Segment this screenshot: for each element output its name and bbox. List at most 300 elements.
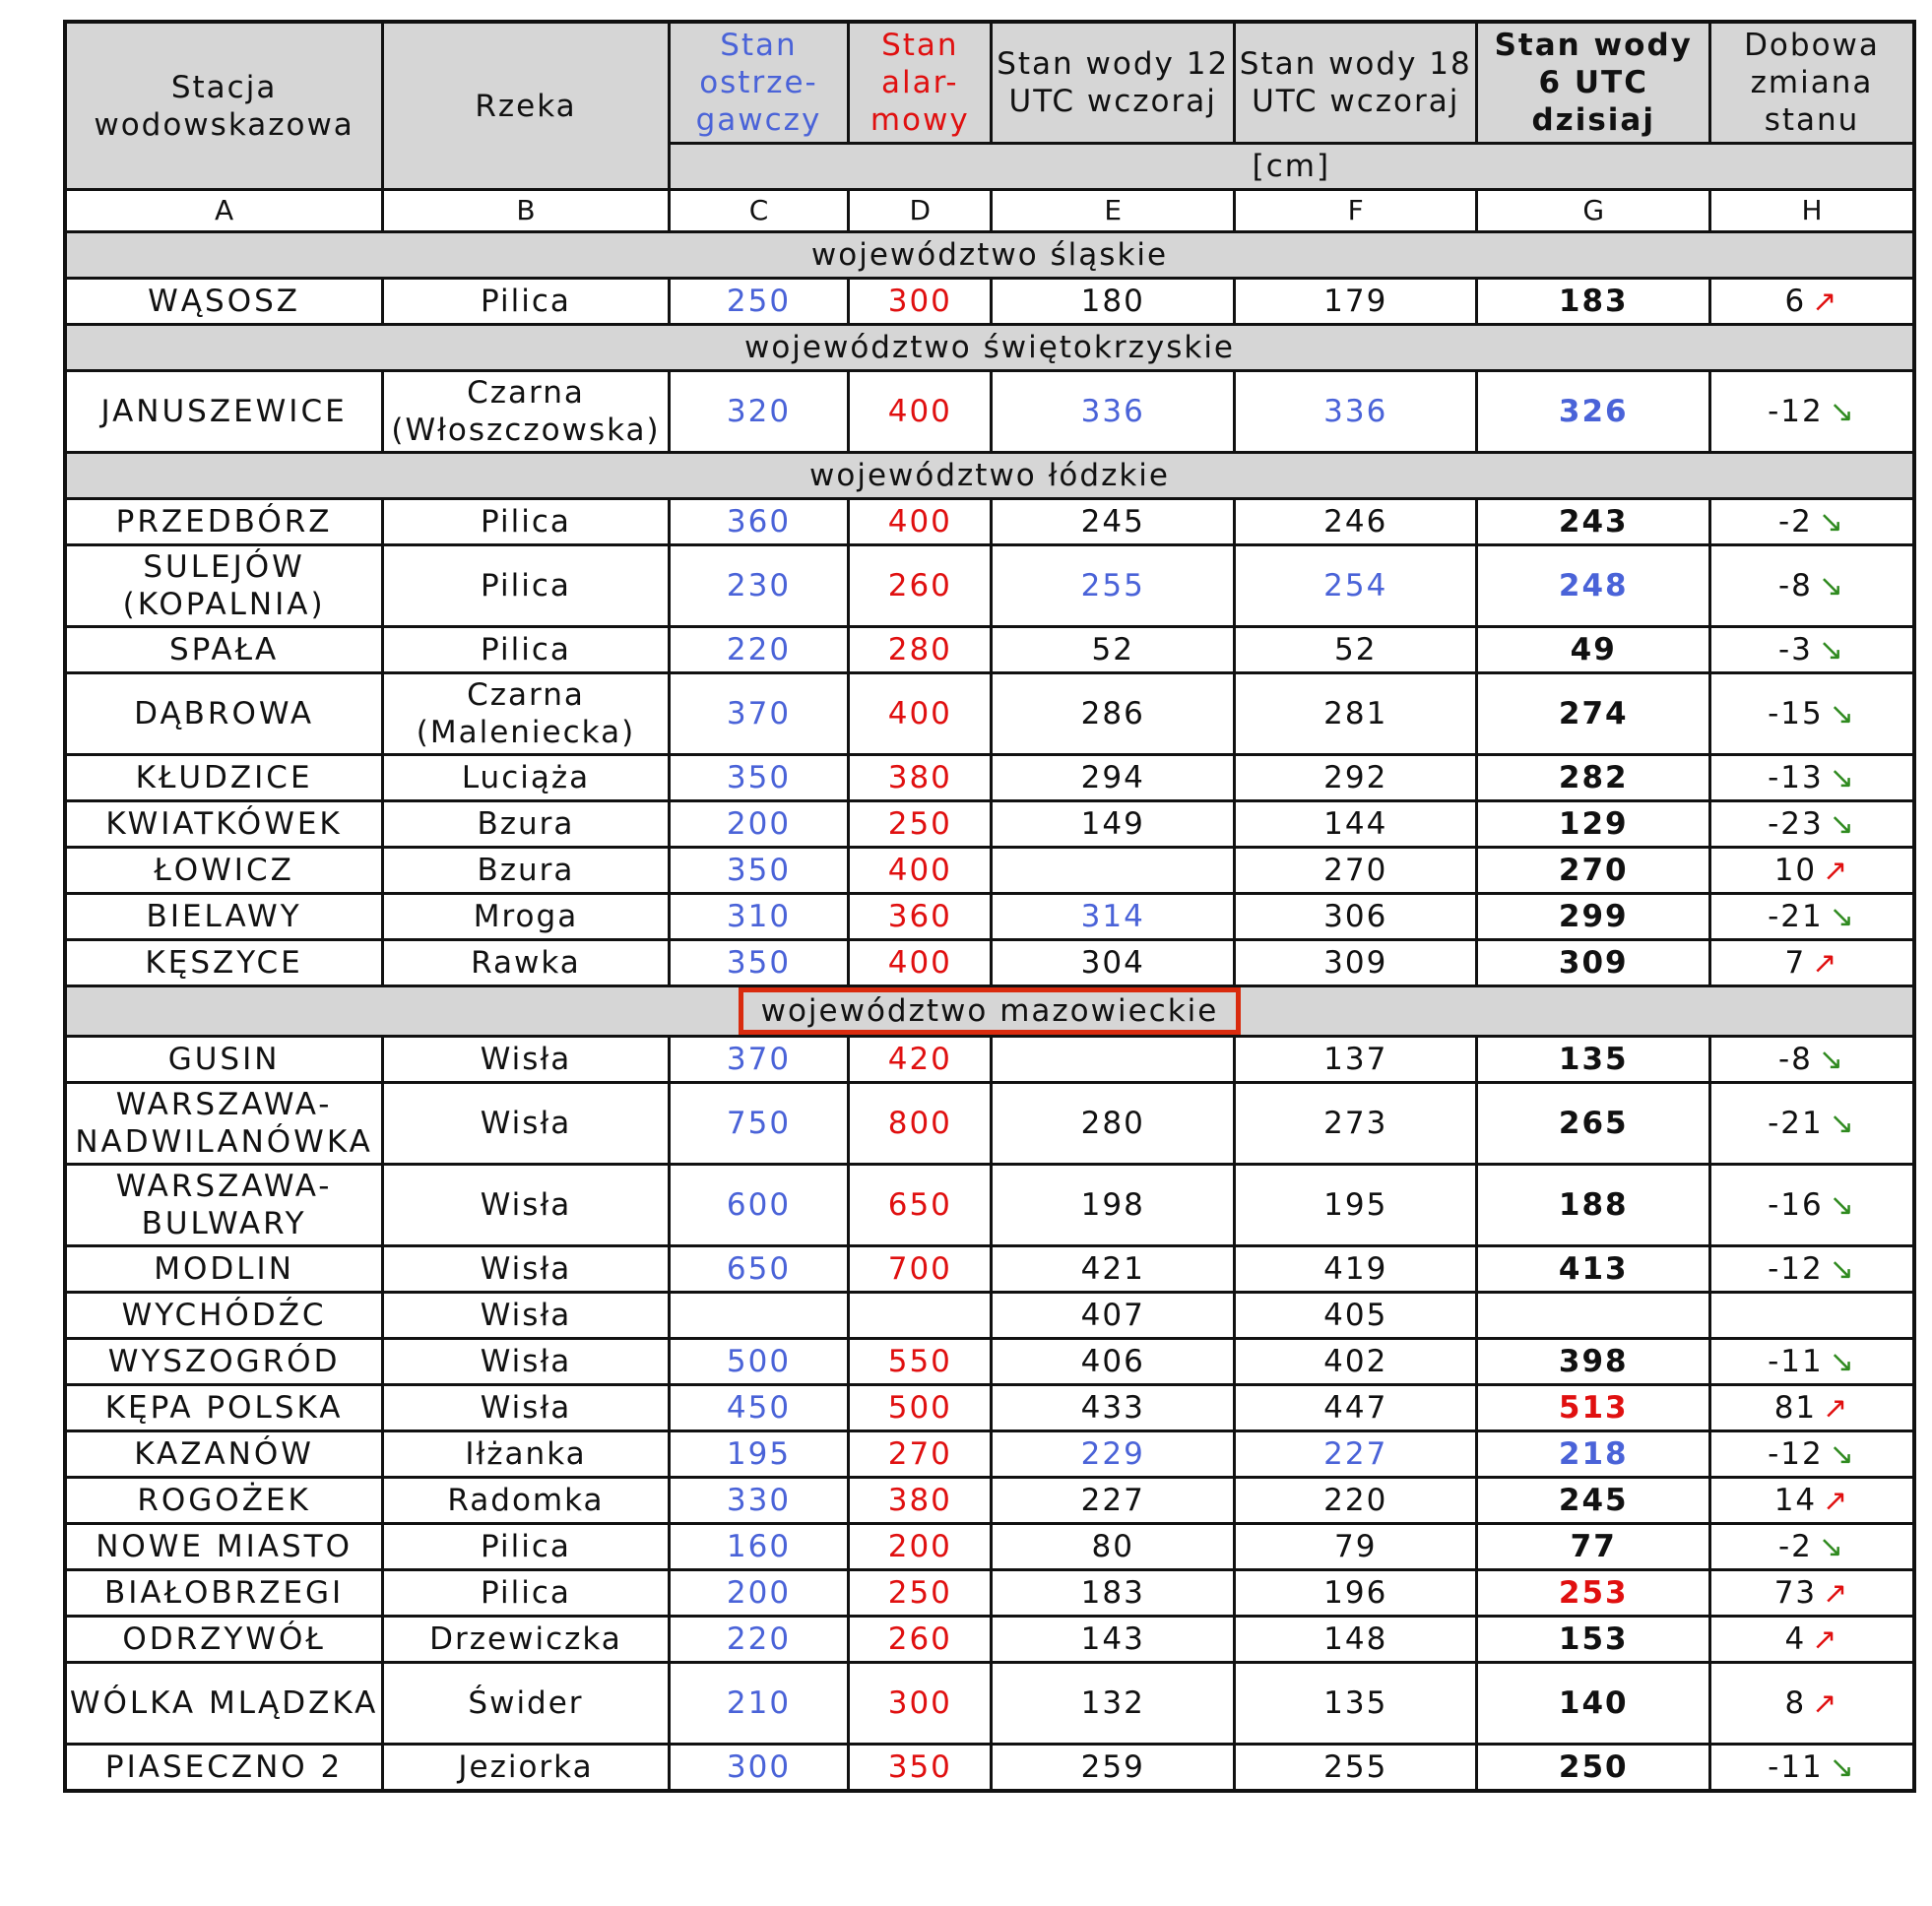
station-name: KĘPA POLSKA <box>65 1385 383 1431</box>
region-cell <box>65 232 1914 279</box>
level-6utc: 274 <box>1477 673 1710 755</box>
station-row <box>65 801 1914 848</box>
daily-change <box>1709 1570 1914 1617</box>
level-18utc: 144 <box>1234 801 1477 848</box>
arrow-up-right-icon: ↗ <box>1812 1685 1839 1721</box>
level-6utc: 129 <box>1477 801 1710 848</box>
change-value: 81 <box>1773 1389 1818 1426</box>
arrow-down-right-icon: ↘ <box>1829 1749 1856 1785</box>
river-name: Bzura <box>383 801 670 848</box>
level-18utc: 179 <box>1234 279 1477 325</box>
region-name: województwo łódzkie <box>809 458 1170 493</box>
warning-level: 310 <box>669 894 848 940</box>
alarm-level: 380 <box>849 755 992 801</box>
daily-change <box>1709 894 1914 940</box>
station-row <box>65 673 1914 755</box>
daily-change <box>1709 627 1914 673</box>
change-value: -13 <box>1768 759 1824 795</box>
arrow-down-right-icon: ↘ <box>1818 568 1846 604</box>
column-letters-row <box>65 190 1914 232</box>
river-name: Czarna (Włoszczowska) <box>383 371 670 453</box>
region-row <box>65 986 1914 1037</box>
level-18utc: 273 <box>1234 1083 1477 1165</box>
region-name: województwo mazowieckie <box>739 987 1242 1035</box>
station-name: GUSIN <box>65 1037 383 1083</box>
daily-change <box>1709 755 1914 801</box>
level-18utc: 79 <box>1234 1524 1477 1570</box>
column-letter: F <box>1234 190 1477 232</box>
water-level-report <box>63 20 1916 1793</box>
change-value: 73 <box>1773 1574 1818 1611</box>
level-18utc: 309 <box>1234 940 1477 986</box>
station-row <box>65 1524 1914 1570</box>
station-row <box>65 1745 1914 1792</box>
station-row <box>65 1570 1914 1617</box>
change-value: -21 <box>1768 1105 1824 1141</box>
column-letter: A <box>65 190 383 232</box>
warning-level: 220 <box>669 627 848 673</box>
daily-change <box>1709 499 1914 545</box>
arrow-down-right-icon: ↘ <box>1829 696 1856 731</box>
station-row <box>65 1293 1914 1339</box>
daily-change <box>1709 1293 1914 1339</box>
level-12utc: 149 <box>992 801 1235 848</box>
level-18utc: 405 <box>1234 1293 1477 1339</box>
river-name: Radomka <box>383 1478 670 1524</box>
station-name: KŁUDZICE <box>65 755 383 801</box>
alarm-level: 200 <box>849 1524 992 1570</box>
river-name: Drzewiczka <box>383 1617 670 1663</box>
level-18utc: 419 <box>1234 1246 1477 1293</box>
river-name: Pilica <box>383 1524 670 1570</box>
level-12utc: 304 <box>992 940 1235 986</box>
station-name: WĄSOSZ <box>65 279 383 325</box>
column-letter: G <box>1477 190 1710 232</box>
level-12utc: 433 <box>992 1385 1235 1431</box>
alarm-level: 800 <box>849 1083 992 1165</box>
station-row <box>65 1431 1914 1478</box>
daily-change <box>1709 940 1914 986</box>
river-name: Pilica <box>383 499 670 545</box>
arrow-up-right-icon: ↗ <box>1823 1575 1850 1611</box>
daily-change <box>1709 848 1914 894</box>
alarm-level: 300 <box>849 279 992 325</box>
river-name: Luciąża <box>383 755 670 801</box>
change-value: 10 <box>1773 852 1818 888</box>
level-12utc: 198 <box>992 1165 1235 1246</box>
level-18utc: 220 <box>1234 1478 1477 1524</box>
station-row <box>65 1083 1914 1165</box>
alarm-level: 400 <box>849 371 992 453</box>
level-6utc: 265 <box>1477 1083 1710 1165</box>
daily-change <box>1709 545 1914 627</box>
column-letter: B <box>383 190 670 232</box>
change-value: -12 <box>1768 1250 1824 1287</box>
station-name: KĘSZYCE <box>65 940 383 986</box>
river-name: Rawka <box>383 940 670 986</box>
level-6utc: 243 <box>1477 499 1710 545</box>
station-name: SPAŁA <box>65 627 383 673</box>
arrow-up-right-icon: ↗ <box>1812 945 1839 981</box>
change-value: -3 <box>1777 631 1813 667</box>
alarm-level: 260 <box>849 1617 992 1663</box>
arrow-down-right-icon: ↘ <box>1829 1436 1856 1472</box>
level-6utc: 326 <box>1477 371 1710 453</box>
river-name: Wisła <box>383 1339 670 1385</box>
level-18utc: 402 <box>1234 1339 1477 1385</box>
level-12utc: 406 <box>992 1339 1235 1385</box>
station-row <box>65 499 1914 545</box>
daily-change <box>1709 1745 1914 1792</box>
change-value: -2 <box>1777 1528 1813 1564</box>
region-cell <box>65 986 1914 1037</box>
station-row <box>65 627 1914 673</box>
level-12utc <box>992 848 1235 894</box>
daily-change <box>1709 1165 1914 1246</box>
change-value: -8 <box>1777 1041 1813 1077</box>
river-name: Wisła <box>383 1037 670 1083</box>
alarm-level: 250 <box>849 1570 992 1617</box>
change-value: 6 <box>1784 283 1807 319</box>
change-value: -8 <box>1777 567 1813 604</box>
change-value: -11 <box>1768 1343 1824 1379</box>
river-name: Wisła <box>383 1165 670 1246</box>
level-6utc: 299 <box>1477 894 1710 940</box>
level-6utc: 250 <box>1477 1745 1710 1792</box>
header-warning-level: Stan ostrze- gawczy <box>669 22 848 144</box>
river-name: Świder <box>383 1663 670 1745</box>
alarm-level: 350 <box>849 1745 992 1792</box>
warning-level: 500 <box>669 1339 848 1385</box>
station-name: DĄBROWA <box>65 673 383 755</box>
station-name: NOWE MIASTO <box>65 1524 383 1570</box>
warning-level: 350 <box>669 940 848 986</box>
station-row <box>65 894 1914 940</box>
level-18utc: 227 <box>1234 1431 1477 1478</box>
change-value: -15 <box>1768 695 1824 731</box>
station-row <box>65 940 1914 986</box>
station-name: BIAŁOBRZEGI <box>65 1570 383 1617</box>
alarm-level: 400 <box>849 848 992 894</box>
level-12utc: 52 <box>992 627 1235 673</box>
alarm-level: 250 <box>849 801 992 848</box>
river-name: Wisła <box>383 1293 670 1339</box>
arrow-down-right-icon: ↘ <box>1829 760 1856 795</box>
station-name: KWIATKÓWEK <box>65 801 383 848</box>
arrow-up-right-icon: ↗ <box>1823 1483 1850 1518</box>
station-name: ŁOWICZ <box>65 848 383 894</box>
river-name: Pilica <box>383 279 670 325</box>
warning-level: 450 <box>669 1385 848 1431</box>
level-18utc: 148 <box>1234 1617 1477 1663</box>
station-row <box>65 1246 1914 1293</box>
station-row <box>65 1037 1914 1083</box>
station-name: WARSZAWA-BULWARY <box>65 1165 383 1246</box>
daily-change <box>1709 1246 1914 1293</box>
warning-level: 600 <box>669 1165 848 1246</box>
river-name: Pilica <box>383 1570 670 1617</box>
arrow-down-right-icon: ↘ <box>1829 806 1856 842</box>
warning-level: 230 <box>669 545 848 627</box>
daily-change <box>1709 1385 1914 1431</box>
warning-level: 370 <box>669 1037 848 1083</box>
level-12utc: 407 <box>992 1293 1235 1339</box>
alarm-level: 400 <box>849 673 992 755</box>
change-value: 14 <box>1773 1482 1818 1518</box>
arrow-up-right-icon: ↗ <box>1812 1621 1839 1657</box>
river-name: Wisła <box>383 1385 670 1431</box>
change-value: 7 <box>1784 944 1807 981</box>
station-row <box>65 545 1914 627</box>
alarm-level: 260 <box>849 545 992 627</box>
level-6utc: 245 <box>1477 1478 1710 1524</box>
station-row <box>65 1617 1914 1663</box>
level-18utc: 254 <box>1234 545 1477 627</box>
station-name: WYSZOGRÓD <box>65 1339 383 1385</box>
alarm-level: 360 <box>849 894 992 940</box>
alarm-level: 280 <box>849 627 992 673</box>
daily-change <box>1709 279 1914 325</box>
alarm-level: 650 <box>849 1165 992 1246</box>
daily-change <box>1709 1431 1914 1478</box>
warning-level: 210 <box>669 1663 848 1745</box>
river-name: Wisła <box>383 1246 670 1293</box>
region-cell <box>65 325 1914 371</box>
daily-change <box>1709 1617 1914 1663</box>
station-name: MODLIN <box>65 1246 383 1293</box>
river-name: Iłżanka <box>383 1431 670 1478</box>
level-12utc: 259 <box>992 1745 1235 1792</box>
arrow-down-right-icon: ↘ <box>1829 899 1856 934</box>
level-6utc: 153 <box>1477 1617 1710 1663</box>
arrow-up-right-icon: ↗ <box>1823 1390 1850 1426</box>
daily-change <box>1709 1663 1914 1745</box>
header-unit: [cm] <box>669 144 1914 190</box>
change-value: -2 <box>1777 503 1813 540</box>
station-name: WÓLKA MLĄDZKA <box>65 1663 383 1745</box>
level-12utc: 286 <box>992 673 1235 755</box>
level-18utc: 246 <box>1234 499 1477 545</box>
warning-level: 220 <box>669 1617 848 1663</box>
warning-level: 200 <box>669 801 848 848</box>
warning-level: 350 <box>669 848 848 894</box>
station-row <box>65 1165 1914 1246</box>
warning-level <box>669 1293 848 1339</box>
region-cell <box>65 453 1914 499</box>
header-level-12utc: Stan wody 12 UTC wczoraj <box>992 22 1235 144</box>
level-12utc: 421 <box>992 1246 1235 1293</box>
daily-change <box>1709 1524 1914 1570</box>
river-name: Jeziorka <box>383 1745 670 1792</box>
change-value: -12 <box>1768 393 1824 429</box>
level-6utc: 218 <box>1477 1431 1710 1478</box>
daily-change <box>1709 371 1914 453</box>
warning-level: 195 <box>669 1431 848 1478</box>
level-6utc <box>1477 1293 1710 1339</box>
level-6utc: 253 <box>1477 1570 1710 1617</box>
level-6utc: 513 <box>1477 1385 1710 1431</box>
station-name: JANUSZEWICE <box>65 371 383 453</box>
station-name: ROGOŻEK <box>65 1478 383 1524</box>
warning-level: 330 <box>669 1478 848 1524</box>
level-12utc <box>992 1037 1235 1083</box>
arrow-down-right-icon: ↘ <box>1818 1042 1846 1077</box>
region-name: województwo świętokrzyskie <box>743 330 1236 365</box>
daily-change <box>1709 1339 1914 1385</box>
level-12utc: 180 <box>992 279 1235 325</box>
level-12utc: 245 <box>992 499 1235 545</box>
column-letter: D <box>849 190 992 232</box>
station-row <box>65 1339 1914 1385</box>
alarm-level <box>849 1293 992 1339</box>
level-6utc: 398 <box>1477 1339 1710 1385</box>
station-row <box>65 279 1914 325</box>
station-name: KAZANÓW <box>65 1431 383 1478</box>
level-12utc: 143 <box>992 1617 1235 1663</box>
level-18utc: 135 <box>1234 1663 1477 1745</box>
arrow-down-right-icon: ↘ <box>1818 504 1846 540</box>
alarm-level: 270 <box>849 1431 992 1478</box>
level-18utc: 137 <box>1234 1037 1477 1083</box>
level-6utc: 135 <box>1477 1037 1710 1083</box>
warning-level: 250 <box>669 279 848 325</box>
station-row <box>65 755 1914 801</box>
header-station: Stacja wodowskazowa <box>65 22 383 190</box>
river-name: Wisła <box>383 1083 670 1165</box>
station-name: WARSZAWA-NADWILANÓWKA <box>65 1083 383 1165</box>
change-value: -16 <box>1768 1186 1824 1223</box>
level-12utc: 132 <box>992 1663 1235 1745</box>
level-12utc: 227 <box>992 1478 1235 1524</box>
level-12utc: 294 <box>992 755 1235 801</box>
arrow-up-right-icon: ↗ <box>1812 284 1839 319</box>
station-name: PIASECZNO 2 <box>65 1745 383 1792</box>
station-row <box>65 1478 1914 1524</box>
arrow-down-right-icon: ↘ <box>1829 1187 1856 1223</box>
level-6utc: 413 <box>1477 1246 1710 1293</box>
level-12utc: 80 <box>992 1524 1235 1570</box>
level-6utc: 183 <box>1477 279 1710 325</box>
column-letter: H <box>1709 190 1914 232</box>
alarm-level: 550 <box>849 1339 992 1385</box>
column-letter: C <box>669 190 848 232</box>
level-12utc: 255 <box>992 545 1235 627</box>
level-18utc: 336 <box>1234 371 1477 453</box>
alarm-level: 300 <box>849 1663 992 1745</box>
water-level-table <box>63 20 1916 1793</box>
header-level-6utc: Stan wody 6 UTC dzisiaj <box>1477 22 1710 144</box>
level-12utc: 314 <box>992 894 1235 940</box>
header-alarm-level: Stan alar- mowy <box>849 22 992 144</box>
level-18utc: 306 <box>1234 894 1477 940</box>
region-row <box>65 325 1914 371</box>
level-18utc: 281 <box>1234 673 1477 755</box>
alarm-level: 400 <box>849 940 992 986</box>
station-name: PRZEDBÓRZ <box>65 499 383 545</box>
river-name: Bzura <box>383 848 670 894</box>
warning-level: 300 <box>669 1745 848 1792</box>
change-value: -21 <box>1768 898 1824 934</box>
warning-level: 750 <box>669 1083 848 1165</box>
warning-level: 370 <box>669 673 848 755</box>
change-value: 8 <box>1784 1684 1807 1721</box>
warning-level: 650 <box>669 1246 848 1293</box>
river-name: Czarna (Maleniecka) <box>383 673 670 755</box>
daily-change <box>1709 1037 1914 1083</box>
column-letter: E <box>992 190 1235 232</box>
station-row <box>65 371 1914 453</box>
alarm-level: 400 <box>849 499 992 545</box>
level-6utc: 140 <box>1477 1663 1710 1745</box>
station-name: ODRZYWÓŁ <box>65 1617 383 1663</box>
change-value: -12 <box>1768 1435 1824 1472</box>
change-value: 4 <box>1784 1620 1807 1657</box>
river-name: Mroga <box>383 894 670 940</box>
arrow-down-right-icon: ↘ <box>1829 394 1856 429</box>
level-6utc: 248 <box>1477 545 1710 627</box>
warning-level: 160 <box>669 1524 848 1570</box>
daily-change <box>1709 1478 1914 1524</box>
arrow-up-right-icon: ↗ <box>1823 853 1850 888</box>
daily-change <box>1709 673 1914 755</box>
daily-change <box>1709 1083 1914 1165</box>
change-value: -11 <box>1768 1748 1824 1785</box>
arrow-down-right-icon: ↘ <box>1829 1251 1856 1287</box>
station-name: SULEJÓW (KOPALNIA) <box>65 545 383 627</box>
station-name: BIELAWY <box>65 894 383 940</box>
level-18utc: 52 <box>1234 627 1477 673</box>
level-18utc: 447 <box>1234 1385 1477 1431</box>
header-daily-change: Dobowa zmiana stanu <box>1709 22 1914 144</box>
alarm-level: 700 <box>849 1246 992 1293</box>
arrow-down-right-icon: ↘ <box>1829 1344 1856 1379</box>
level-18utc: 255 <box>1234 1745 1477 1792</box>
level-18utc: 270 <box>1234 848 1477 894</box>
change-value: -23 <box>1768 805 1824 842</box>
river-name: Pilica <box>383 545 670 627</box>
warning-level: 320 <box>669 371 848 453</box>
station-row <box>65 1385 1914 1431</box>
region-name: województwo śląskie <box>810 237 1169 273</box>
level-6utc: 77 <box>1477 1524 1710 1570</box>
alarm-level: 420 <box>849 1037 992 1083</box>
level-6utc: 188 <box>1477 1165 1710 1246</box>
level-18utc: 195 <box>1234 1165 1477 1246</box>
level-6utc: 282 <box>1477 755 1710 801</box>
level-6utc: 49 <box>1477 627 1710 673</box>
level-18utc: 292 <box>1234 755 1477 801</box>
header-level-18utc: Stan wody 18 UTC wczoraj <box>1234 22 1477 144</box>
level-18utc: 196 <box>1234 1570 1477 1617</box>
station-row <box>65 848 1914 894</box>
region-row <box>65 232 1914 279</box>
alarm-level: 500 <box>849 1385 992 1431</box>
river-name: Pilica <box>383 627 670 673</box>
station-name: WYCHÓDŹC <box>65 1293 383 1339</box>
level-6utc: 309 <box>1477 940 1710 986</box>
alarm-level: 380 <box>849 1478 992 1524</box>
level-12utc: 183 <box>992 1570 1235 1617</box>
header-river: Rzeka <box>383 22 670 190</box>
warning-level: 360 <box>669 499 848 545</box>
daily-change <box>1709 801 1914 848</box>
arrow-down-right-icon: ↘ <box>1829 1106 1856 1141</box>
level-12utc: 280 <box>992 1083 1235 1165</box>
arrow-down-right-icon: ↘ <box>1818 1529 1846 1564</box>
warning-level: 350 <box>669 755 848 801</box>
level-6utc: 270 <box>1477 848 1710 894</box>
level-12utc: 229 <box>992 1431 1235 1478</box>
